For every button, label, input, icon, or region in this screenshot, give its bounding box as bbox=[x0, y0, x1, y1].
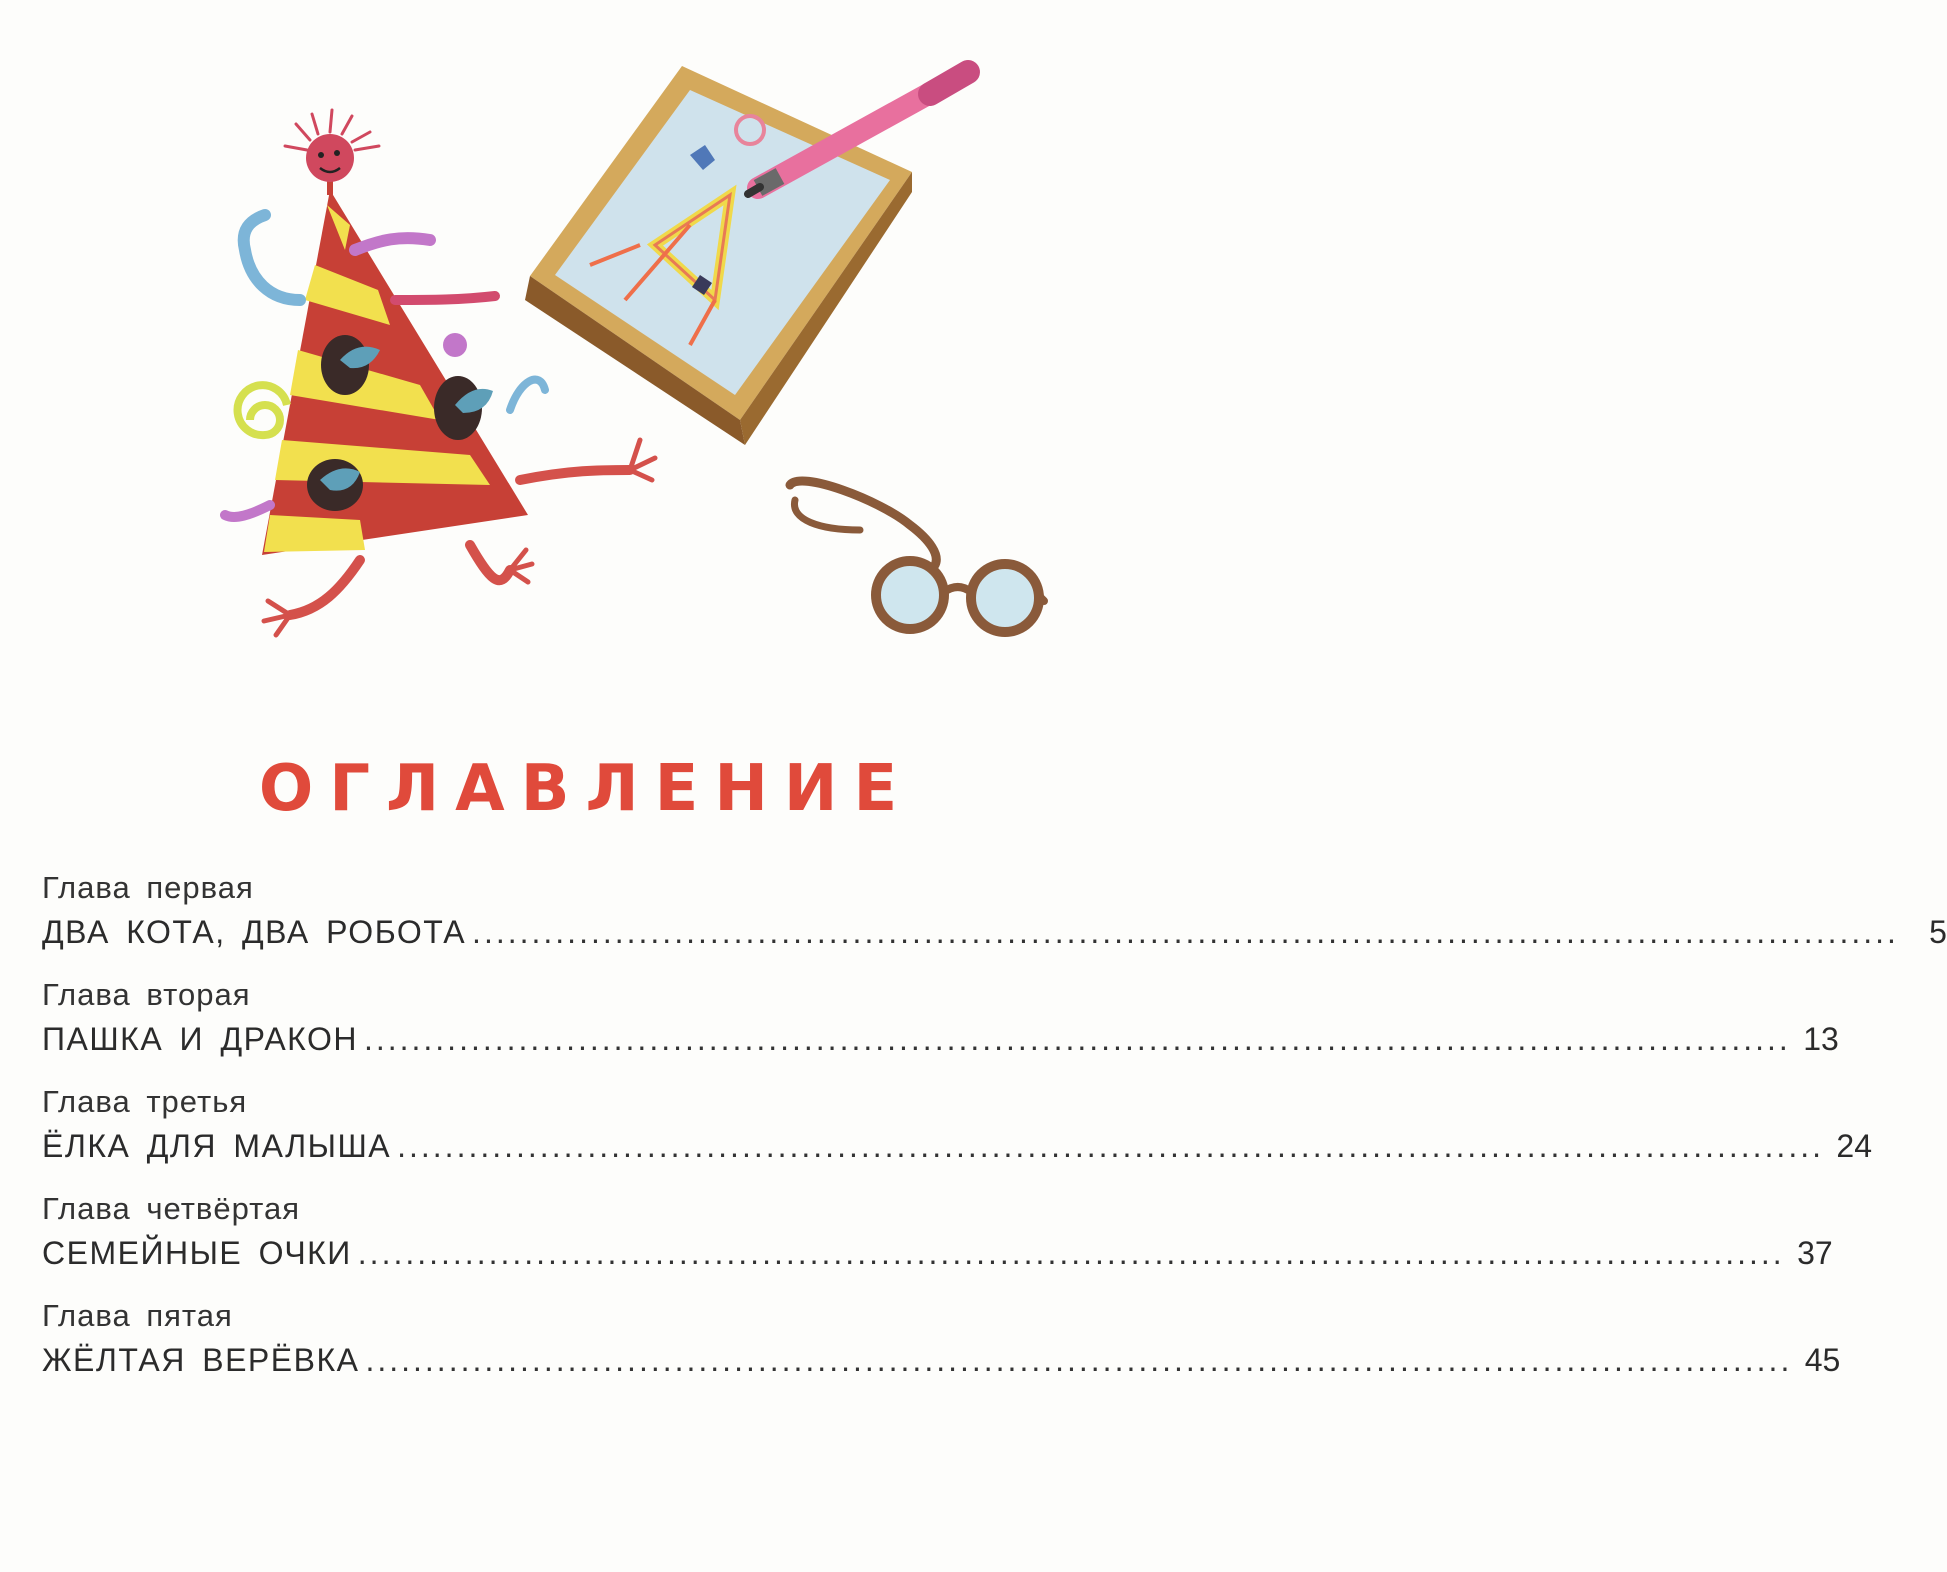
dot-leader: ........................................................................................................................ bbox=[363, 1021, 1791, 1057]
table-of-contents bbox=[42, 868, 1947, 1403]
page-number: 24 bbox=[1836, 1128, 1872, 1164]
drawing-tablet-illustration bbox=[525, 66, 968, 445]
dot-leader: ........................................................................................................................ bbox=[365, 1342, 1793, 1378]
chapter-label: Глава третья bbox=[42, 1084, 248, 1119]
toc-entry[interactable] bbox=[42, 868, 1947, 956]
chapter-title: ЖЁЛТАЯ ВЕРЁВКА bbox=[42, 1342, 360, 1378]
chapter-label: Глава первая bbox=[42, 870, 254, 905]
page-number: 5 bbox=[1929, 914, 1947, 950]
chapter-label: Глава вторая bbox=[42, 977, 251, 1012]
toc-entry[interactable] bbox=[42, 1082, 1872, 1170]
chapter-title: ПАШКА И ДРАКОН bbox=[42, 1021, 358, 1057]
page-number: 45 bbox=[1804, 1342, 1841, 1378]
chapter-title: ДВА КОТА, ДВА РОБОТА bbox=[42, 914, 467, 950]
dot-leader: ........................................................................................................................ bbox=[397, 1128, 1824, 1164]
chapter-title: ЁЛКА ДЛЯ МАЛЫША bbox=[42, 1128, 392, 1164]
toc-entry[interactable] bbox=[42, 1296, 1841, 1384]
page-title: ОГЛАВЛЕНИЕ bbox=[258, 752, 914, 826]
dot-leader: ........................................................................................................................ bbox=[472, 914, 1899, 950]
page-number: 13 bbox=[1803, 1021, 1839, 1057]
dot-leader: ........................................................................................................................ bbox=[357, 1235, 1785, 1271]
illustration bbox=[0, 0, 1156, 700]
eyeglasses-illustration bbox=[790, 481, 1044, 632]
toc-entry[interactable] bbox=[42, 1189, 1833, 1277]
chapter-label: Глава четвёртая bbox=[42, 1191, 301, 1226]
chapter-label: Глава пятая bbox=[42, 1298, 233, 1333]
cone-creature-illustration bbox=[225, 110, 655, 635]
toc-entry[interactable] bbox=[42, 975, 1839, 1063]
chapter-title: СЕМЕЙНЫЕ ОЧКИ bbox=[42, 1235, 352, 1271]
page-number: 37 bbox=[1797, 1235, 1833, 1271]
